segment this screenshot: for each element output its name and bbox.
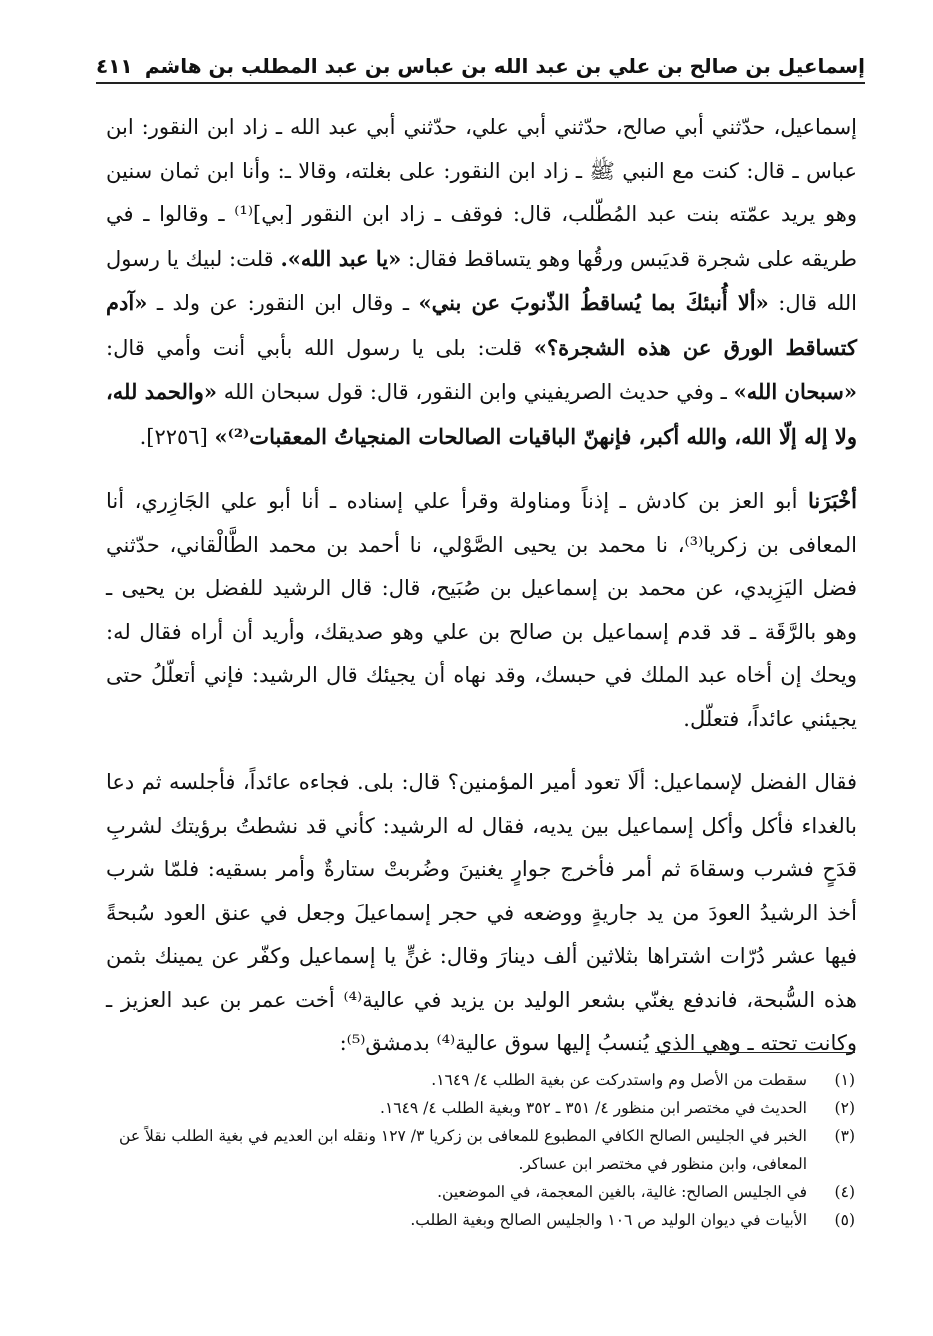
footnote xyxy=(98,1206,855,1234)
text-run: ـ وقال ابن النقور: عن ولد ـ xyxy=(156,291,410,315)
text-run: قلت: لبيك يا رسول الله قال: xyxy=(106,246,858,315)
footnote-number: (٤) xyxy=(834,1183,855,1201)
akhbarana-lead: أخْبَرَنا xyxy=(808,488,857,513)
hadith-quote: «سبحان الله» xyxy=(733,379,857,404)
footnote-number: (٥) xyxy=(834,1211,855,1229)
paragraph-2 xyxy=(106,479,857,741)
footnote-number: (١) xyxy=(834,1071,855,1089)
main-text xyxy=(106,106,857,1086)
footnote-divider xyxy=(655,1052,855,1053)
footnote xyxy=(98,1094,855,1122)
footnote-text: الأبيات في ديوان الوليد ص ١٠٦ والجليس الصالح وبغية الطلب. xyxy=(410,1211,807,1229)
footnote-text: في الجليس الصالح: غالية، بالغين المعجمة، في الموضعين. xyxy=(437,1183,807,1201)
running-title: إسماعيل بن صالح بن علي بن عبد الله بن عباس بن عبد المطلب بن هاشم xyxy=(144,54,865,78)
text-run: إسماعيل، حدّثني أبي صالح، حدّثني أبي علي، حدّثني أبي عبد الله ـ زاد ابن النقور: ابن عباس ـ قال: كنت مع النبي ﷺ ـ زاد ابن النقور: على بغلته، وقالا ـ: وأنا ابن ثمان سنين وهو يريد عمّته بنت عبد المُطّلب، قال: فوقف ـ زاد ابن النقور [بي]⁽¹⁾ ـ وقالوا ـ في طريقه على شجرة قديَبس ورقُها وهو يتساقط فقال: xyxy=(106,115,858,271)
footnotes xyxy=(98,1066,855,1234)
page-number: ٤١١ xyxy=(96,54,133,78)
footnote-number: (٣) xyxy=(834,1127,855,1145)
hadith-quote: «يا عبد الله». xyxy=(280,245,402,271)
footnote-text: الخبر في الجليس الصالح الكافي المطبوع للمعافى بن زكريا ٣/ ١٢٧ ونقله ابن العديم في بغية الطلب نقلاً عن المعافى، وابن منظور في مختصر ابن عساكر. xyxy=(119,1127,807,1173)
footnote-text: الحديث في مختصر ابن منظور ٤/ ٣٥١ ـ ٣٥٢ وبغية الطلب ٤/ ١٦٤٩. xyxy=(380,1099,807,1117)
paragraph-1 xyxy=(106,106,857,459)
text-run: قلت: بلى يا رسول الله بأبي أنت وأمي قال: xyxy=(106,335,523,360)
paragraph-3 xyxy=(106,761,857,1066)
footnote xyxy=(98,1066,855,1094)
hadith-number: [٢٢٥٦]. xyxy=(139,424,208,449)
footnote xyxy=(98,1178,855,1206)
page-header xyxy=(96,38,865,84)
footnote xyxy=(98,1122,855,1178)
text-run: فقال الفضل لإسماعيل: ألَا تعود أمير المؤمنين؟ قال: بلى. فجاءه عائداً، فأجلسه ثم دعا بالغداء فأكل وأكل إسماعيل بين يديه، فقال له الرشيد: كأني قد نشطتُ برؤيتك لشربِ قدَحٍ فشرب وسقاهَ ثم أمر فأخرج جوارٍ يغنينَ وضُربتْ ستارةٌ وأمر بسقيه: فلمّا شرب أخذ الرشيدُ العودَ من يد جاريةٍ ووضعه في حجر إسماعيلَ وجعل في عنق العود سُبحةً فيها عشر دُرّات اشتراها بثلاثين ألف دينارَ وقال: غنٍّ يا إسماعيل وكفّر عن يمينك بثمن هذه السُّبحة، فاندفع يغنّي بشعر الوليد بن يزيد في عالية⁽⁴⁾ أخت عمر بن عبد العزيز ـ وكانت تحته ـ وهي الذي يُنسبُ إليها سوق عالية⁽⁴⁾ بدمشق⁽⁵⁾: xyxy=(106,770,857,1055)
footnote-text: سقطت من الأصل وم واستدركت عن بغية الطلب ٤/ ١٦٤٩. xyxy=(431,1071,807,1089)
text-run: ـ وفي حديث الصريفيني وابن النقور، قال: قول سبحان الله xyxy=(223,380,727,404)
hadith-quote: «آدم كتساقط الورق عن هذه الشجرة؟» xyxy=(106,290,857,360)
footnote-number: (٢) xyxy=(834,1099,855,1117)
hadith-quote: «والحمد لله، ولا إله إلّا الله، والله أكبر، فإنهنّ الباقيات الصالحات المنجياتُ المعقبات⁽²⁾» xyxy=(106,379,857,449)
text-run: أبو العز بن كادش ـ إذناً ومناولة وقرأ علي إسناده ـ أنا أبو علي الجَازِري، أنا المعافى بن زكريا⁽³⁾، نا محمد بن يحيى الصَّوْلي، نا أحمد بن محمد الطَّالْقاني، حدّثني فضل اليَزِيدي، عن محمد بن إسماعيل بن صُبَيح، قال: قال الرشيد للفضل بن يحيى ـ وهو بالرَّقَة ـ قد قدم إسماعيل بن صالح بن علي وهو صديقك، وأريد أن أراه فقال له: ويحك إن أخاه عبد الملك في حبسك، وقد نهاه أن يجيئك قال الرشيد: فإني أتعلّلُ حتى يجيئني عائداً، فتعلّل. xyxy=(106,489,857,731)
hadith-quote: «ألا أُنبئكَ بما يُساقطُ الذّنوبَ عن بني» xyxy=(418,290,769,315)
